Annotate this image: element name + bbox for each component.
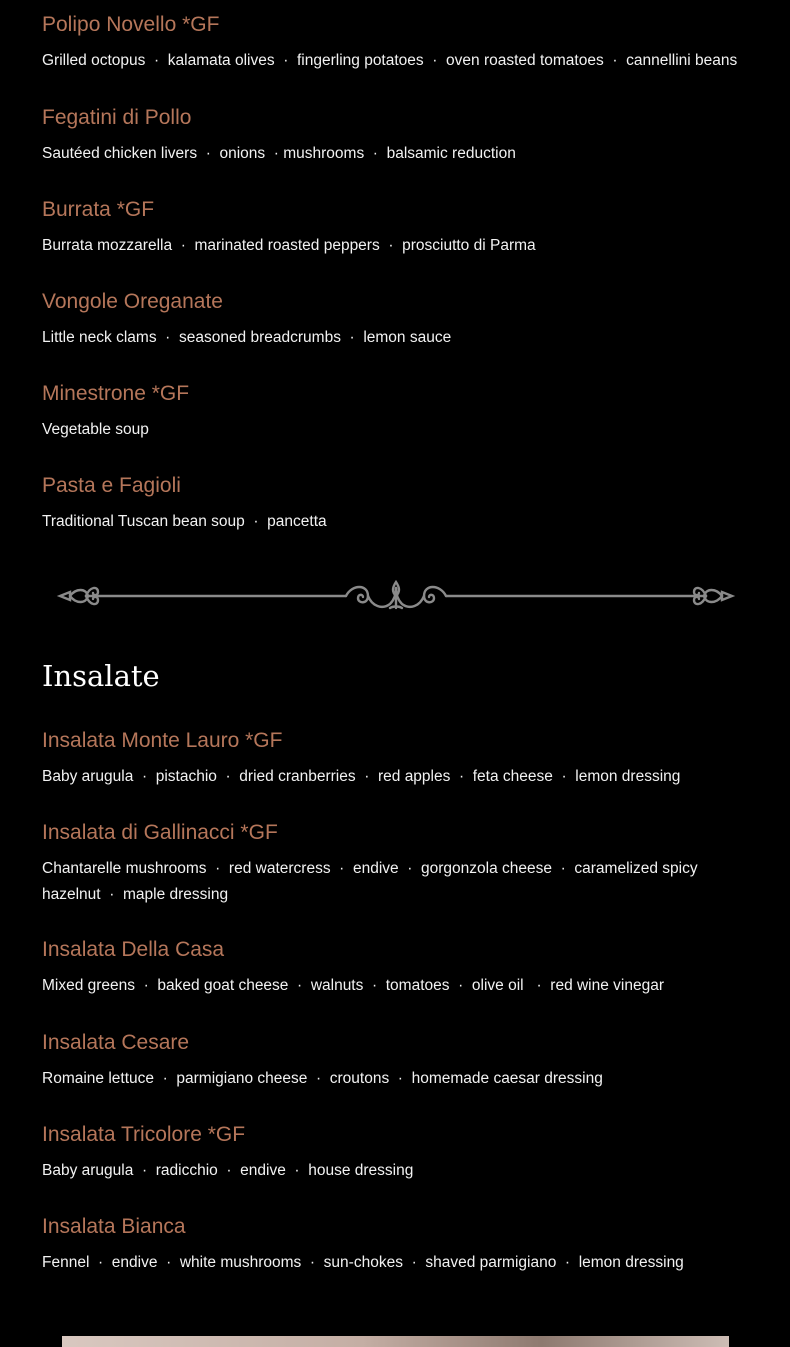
item-name: Fegatini di Pollo — [42, 106, 192, 129]
item-description: Fennel · endive · white mushrooms · sun-chokes · shaved parmigiano · lemon dressing — [42, 1254, 684, 1271]
menu-item — [42, 198, 772, 259]
item-name: Insalata Monte Lauro *GF — [42, 729, 283, 752]
menu-item — [42, 474, 772, 535]
menu-item — [42, 382, 772, 443]
item-description: Grilled octopus · kalamata olives · fingerling potatoes · oven roasted tomatoes · cannellini beans — [42, 52, 738, 69]
item-description: Vegetable soup — [42, 421, 149, 438]
menu-item — [42, 290, 772, 351]
item-description: Baby arugula · radicchio · endive · house dressing — [42, 1162, 414, 1179]
menu-item — [42, 1031, 772, 1092]
food-photo — [62, 1336, 729, 1347]
item-description: Baby arugula · pistachio · dried cranberries · red apples · feta cheese · lemon dressing — [42, 768, 681, 785]
item-description: Mixed greens · baked goat cheese · walnuts · tomatoes · olive oil · red wine vinegar — [42, 977, 665, 994]
item-description: Sautéed chicken livers · onions · mushrooms · balsamic reduction — [42, 145, 516, 162]
menu-item — [42, 821, 772, 908]
item-name: Insalata Bianca — [42, 1215, 186, 1238]
item-description: Romaine lettuce · parmigiano cheese · croutons · homemade caesar dressing — [42, 1070, 603, 1087]
item-name: Insalata Tricolore *GF — [42, 1123, 246, 1146]
section-title: Insalate — [42, 659, 160, 693]
menu-item — [42, 106, 772, 167]
item-description: Traditional Tuscan bean soup · pancetta — [42, 513, 327, 530]
item-name: Minestrone *GF — [42, 382, 190, 405]
item-description: Chantarelle mushrooms · red watercress · endive · gorgonzola cheese · caramelized spicy hazelnut · maple dressing — [42, 860, 702, 903]
item-description: Little neck clams · seasoned breadcrumbs · lemon sauce — [42, 329, 452, 346]
menu-item — [42, 1123, 772, 1184]
item-description: Burrata mozzarella · marinated roasted peppers · prosciutto di Parma — [42, 237, 536, 254]
ornamental-scroll-divider-icon — [56, 578, 736, 619]
menu-item — [42, 938, 772, 999]
item-name: Insalata Cesare — [42, 1031, 190, 1054]
menu-item — [42, 729, 772, 790]
item-name: Polipo Novello *GF — [42, 13, 220, 36]
menu-item — [42, 1215, 772, 1276]
item-name: Pasta e Fagioli — [42, 474, 181, 497]
item-name: Vongole Oreganate — [42, 290, 223, 313]
menu-item — [42, 13, 772, 74]
item-name: Burrata *GF — [42, 198, 155, 221]
item-name: Insalata di Gallinacci *GF — [42, 821, 278, 844]
item-name: Insalata Della Casa — [42, 938, 225, 961]
